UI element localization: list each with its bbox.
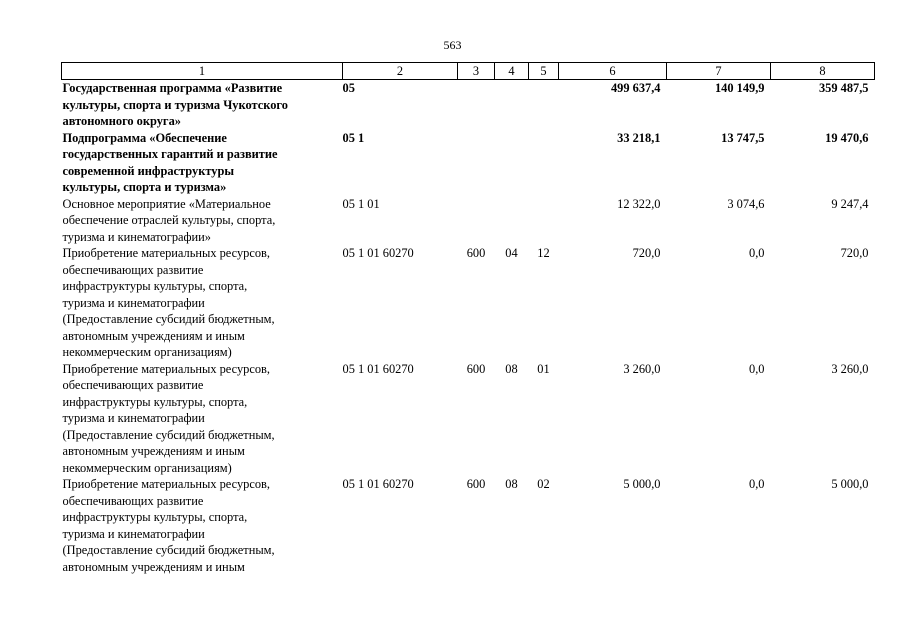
row-name: Приобретение материальных ресурсов, обеспечивающих развитие инфраструктуры культуры, спорта, туризма и кинематографии (Предоставление субсидий бюджетным, автономным учреждениям и иным некоммерческим организациям) <box>62 246 275 359</box>
row-col-5: 01 <box>537 361 550 376</box>
row-col-7: 0,0 <box>749 246 765 260</box>
row-col-7: 0,0 <box>749 361 765 376</box>
table-row <box>62 130 875 196</box>
header-row <box>62 63 875 80</box>
row-col-6: 33 218,1 <box>617 130 661 145</box>
row-col-6: 720,0 <box>632 246 661 260</box>
row-col-7: 140 149,9 <box>714 81 765 95</box>
header-col-4: 4 <box>495 63 529 80</box>
row-name: Основное мероприятие «Материальное обеспечение отраслей культуры, спорта, туризма и кинематографии» <box>62 196 276 244</box>
row-col-4 <box>495 130 529 196</box>
budget-table <box>61 62 875 575</box>
row-col-5: 02 <box>537 477 550 491</box>
table-body <box>62 80 875 576</box>
row-col-3: 600 <box>466 477 486 491</box>
row-name: Приобретение материальных ресурсов, обеспечивающих развитие инфраструктуры культуры, спорта, туризма и кинематографии (Предоставление субсидий бюджетным, автономным учреждениям и иным <box>62 477 275 574</box>
row-col-8: 3 260,0 <box>831 361 869 376</box>
row-col-3: 600 <box>466 246 486 260</box>
row-col-4: 08 <box>505 477 518 491</box>
row-col-8: 9 247,4 <box>831 196 869 211</box>
row-col-7: 3 074,6 <box>727 196 765 211</box>
table-row <box>62 476 875 575</box>
header-col-7: 7 <box>667 63 771 80</box>
header-col-3: 3 <box>458 63 495 80</box>
row-col-5 <box>529 130 559 196</box>
row-col-5 <box>529 80 559 130</box>
row-col-3 <box>458 130 495 196</box>
header-col-6: 6 <box>559 63 667 80</box>
row-col-8: 359 487,5 <box>818 81 869 95</box>
row-col-4: 08 <box>505 361 518 376</box>
table-row <box>62 196 875 246</box>
table-row <box>62 361 875 477</box>
row-col-6: 3 260,0 <box>623 361 661 376</box>
row-col-6: 499 637,4 <box>610 81 661 95</box>
row-col-8: 720,0 <box>840 246 869 260</box>
header-col-2: 2 <box>343 63 458 80</box>
header-col-8: 8 <box>771 63 875 80</box>
row-code: 05 1 01 60270 <box>342 477 414 491</box>
row-col-8: 19 470,6 <box>825 130 869 145</box>
row-col-4: 04 <box>505 246 518 260</box>
row-col-6: 12 322,0 <box>617 196 661 211</box>
header-col-5: 5 <box>529 63 559 80</box>
row-code: 05 <box>342 81 355 95</box>
row-code: 05 1 01 <box>342 196 380 211</box>
table-row <box>62 245 875 361</box>
row-col-5 <box>529 196 559 246</box>
row-col-4 <box>495 196 529 246</box>
row-col-6: 5 000,0 <box>623 477 661 491</box>
table-header <box>62 63 875 80</box>
row-code: 05 1 01 60270 <box>342 246 414 260</box>
row-name: Государственная программа «Развитие культуры, спорта и туризма Чукотского автономного округа» <box>62 81 288 128</box>
row-col-3 <box>458 80 495 130</box>
row-col-3 <box>458 196 495 246</box>
row-name: Подпрограмма «Обеспечение государственных гарантий и развитие современной инфраструктуры культуры, спорта и туризма» <box>62 130 278 194</box>
row-col-4 <box>495 80 529 130</box>
row-col-7: 13 747,5 <box>721 130 765 145</box>
row-code: 05 1 01 60270 <box>342 361 414 376</box>
header-col-1: 1 <box>62 63 343 80</box>
row-col-8: 5 000,0 <box>831 477 869 491</box>
page-number: 563 <box>443 38 462 52</box>
row-col-5: 12 <box>537 246 550 260</box>
row-col-3: 600 <box>466 361 486 376</box>
row-code: 05 1 <box>342 130 365 145</box>
row-col-7: 0,0 <box>749 477 765 491</box>
table-row <box>62 80 875 130</box>
row-name: Приобретение материальных ресурсов, обеспечивающих развитие инфраструктуры культуры, спорта, туризма и кинематографии (Предоставление субсидий бюджетным, автономным учреждениям и иным некоммерческим организациям) <box>62 361 275 475</box>
